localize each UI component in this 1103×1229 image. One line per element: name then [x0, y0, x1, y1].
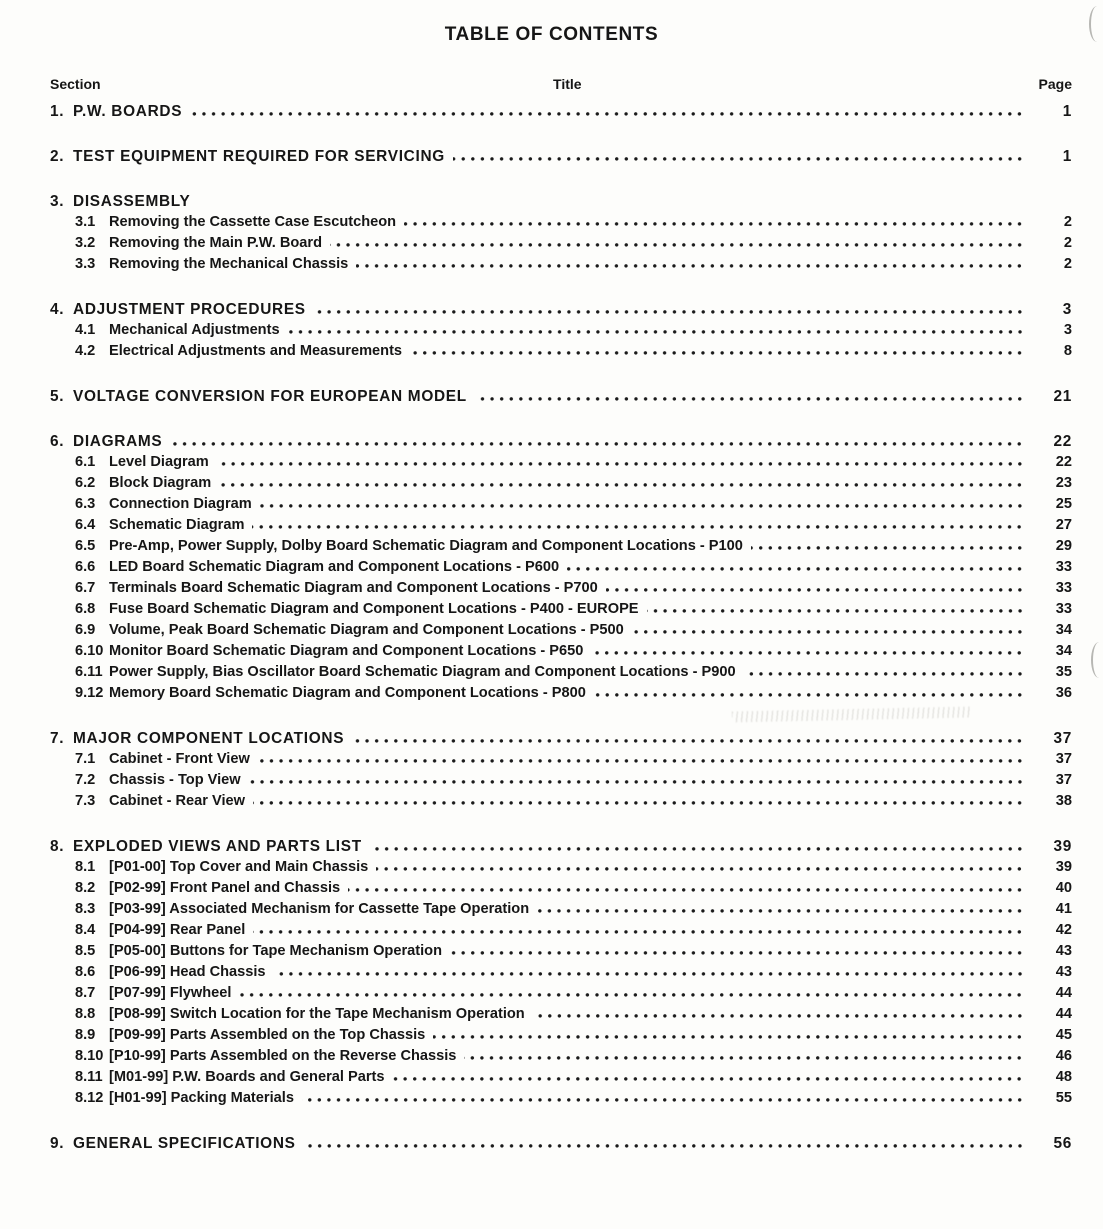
- dot-leader: [533, 1014, 1027, 1018]
- toc-entry-title: [P08-99] Switch Location for the Tape Mechanism Operation: [109, 1006, 525, 1022]
- toc-item-row: [50, 254, 1072, 275]
- toc-section-row: [50, 431, 1072, 452]
- toc-entry-number: 6.7: [75, 580, 96, 596]
- toc-entry-number: 1.: [50, 103, 65, 120]
- toc-entry-page: 22: [1055, 454, 1072, 470]
- toc-entry-title: GENERAL SPECIFICATIONS: [73, 1135, 296, 1152]
- toc-entry-page: 34: [1055, 622, 1072, 638]
- toc-item-row: [50, 899, 1072, 920]
- toc-entry-title: Cabinet - Rear View: [109, 793, 245, 809]
- toc-item-row: [50, 1004, 1072, 1025]
- dot-leader: [376, 867, 1027, 871]
- toc-entry-number: 8.2: [75, 880, 96, 896]
- dot-leader: [410, 351, 1027, 355]
- toc-entry-title: Removing the Mechanical Chassis: [109, 256, 349, 272]
- toc-entry-page: 22: [1053, 433, 1072, 450]
- toc-section-row: [50, 836, 1072, 857]
- toc-entry-title: [P04-99] Rear Panel: [109, 922, 246, 938]
- toc-entry-page: 37: [1053, 730, 1072, 747]
- dot-leader: [302, 1098, 1027, 1102]
- toc-entry-page: 56: [1053, 1135, 1072, 1152]
- toc-section-row: [50, 191, 1072, 212]
- dot-leader: [304, 1144, 1027, 1148]
- toc-entry-number: 6.4: [75, 517, 96, 533]
- toc-entry-title: [P09-99] Parts Assembled on the Top Chassis: [109, 1027, 426, 1043]
- dot-leader: [647, 609, 1027, 613]
- dot-leader: [537, 909, 1027, 913]
- toc-entry-number: 6.11: [75, 664, 103, 680]
- toc-entry-number: 8.10: [75, 1048, 104, 1064]
- toc-item-row: [50, 662, 1072, 683]
- toc-entry-page: 35: [1055, 664, 1072, 680]
- dot-leader: [217, 462, 1027, 466]
- toc-entry-title: Removing the Main P.W. Board: [109, 235, 322, 251]
- toc-entry-page: 37: [1055, 772, 1072, 788]
- toc-entry-number: 7.3: [75, 793, 96, 809]
- dot-leader: [751, 546, 1027, 550]
- toc-entry-number: 8.12: [75, 1090, 104, 1106]
- toc-item-row: [50, 494, 1072, 515]
- toc-entry-title: MAJOR COMPONENT LOCATIONS: [73, 730, 345, 747]
- toc-entry-title: Cabinet - Front View: [109, 751, 250, 767]
- dot-leader: [567, 567, 1027, 571]
- toc-entry-title: Power Supply, Bias Oscillator Board Schematic Diagram and Component Locations - P900: [109, 664, 736, 680]
- toc-entry-title: ADJUSTMENT PROCEDURES: [73, 301, 306, 318]
- toc-section-row: [50, 1133, 1072, 1154]
- toc-entry-number: 7.: [50, 730, 65, 747]
- dot-leader: [744, 672, 1027, 676]
- toc-entry-number: 6.: [50, 433, 65, 450]
- toc-item-row: [50, 641, 1072, 662]
- toc-item-row: [50, 878, 1072, 899]
- toc-entry-title: Level Diagram: [109, 454, 209, 470]
- dot-leader: [392, 1077, 1027, 1081]
- toc-item-row: [50, 578, 1072, 599]
- toc-entry-number: 8.11: [75, 1069, 103, 1085]
- dot-leader: [314, 310, 1027, 314]
- dot-leader: [253, 801, 1027, 805]
- toc-list: [50, 101, 1072, 1154]
- toc-section-row: [50, 101, 1072, 122]
- toc-entry-number: 8.1: [75, 859, 96, 875]
- toc-entry-title: Schematic Diagram: [109, 517, 245, 533]
- dot-leader: [239, 993, 1027, 997]
- toc-group: [50, 146, 1072, 167]
- dot-leader: [632, 630, 1027, 634]
- dot-leader: [594, 693, 1027, 697]
- toc-entry-page: 8: [1063, 343, 1072, 359]
- dot-leader: [370, 847, 1027, 851]
- toc-entry-number: 2.: [50, 148, 65, 165]
- toc-entry-title: Fuse Board Schematic Diagram and Component Locations - P400 - EUROPE: [109, 601, 639, 617]
- toc-entry-page: 33: [1055, 559, 1072, 575]
- toc-entry-title: Pre-Amp, Power Supply, Dolby Board Schematic Diagram and Component Locations - P100: [109, 538, 743, 554]
- dot-leader: [170, 442, 1027, 446]
- toc-section-row: [50, 299, 1072, 320]
- toc-entry-title: [M01-99] P.W. Boards and General Parts: [109, 1069, 385, 1085]
- toc-entry-number: 8.: [50, 838, 65, 855]
- toc-entry-number: 6.2: [75, 475, 96, 491]
- toc-item-row: [50, 941, 1072, 962]
- toc-section-row: [50, 728, 1072, 749]
- toc-group: [50, 101, 1072, 122]
- dot-leader: [464, 1056, 1027, 1060]
- scan-artifact: [1091, 642, 1103, 678]
- toc-entry-page: 46: [1055, 1048, 1072, 1064]
- dot-leader: [190, 112, 1027, 116]
- toc-entry-number: 4.: [50, 301, 65, 318]
- toc-entry-page: 1: [1062, 103, 1072, 120]
- toc-group: [50, 299, 1072, 362]
- toc-entry-number: 6.5: [75, 538, 96, 554]
- toc-entry-number: 8.8: [75, 1006, 96, 1022]
- toc-entry-title: DIAGRAMS: [73, 433, 163, 450]
- toc-header-section: Section: [50, 76, 101, 92]
- toc-entry-page: 1: [1062, 148, 1072, 165]
- toc-entry-page: 33: [1055, 580, 1072, 596]
- toc-entry-page: 34: [1055, 643, 1072, 659]
- dot-leader: [591, 651, 1027, 655]
- toc-entry-number: 8.4: [75, 922, 96, 938]
- toc-entry-page: 29: [1055, 538, 1072, 554]
- toc-entry-page: 37: [1055, 751, 1072, 767]
- toc-entry-number: 6.8: [75, 601, 96, 617]
- toc-entry-title: Monitor Board Schematic Diagram and Component Locations - P650: [109, 643, 584, 659]
- toc-entry-page: 3: [1062, 301, 1072, 318]
- toc-item-row: [50, 452, 1072, 473]
- toc-entry-title: [P07-99] Flywheel: [109, 985, 232, 1001]
- dot-leader: [348, 888, 1027, 892]
- toc-item-row: [50, 233, 1072, 254]
- page-title: TABLE OF CONTENTS: [444, 24, 659, 45]
- dot-leader: [475, 397, 1027, 401]
- toc-entry-page: 3: [1063, 322, 1072, 338]
- dot-leader: [330, 243, 1027, 247]
- toc-entry-page: 44: [1055, 1006, 1072, 1022]
- toc-group: [50, 191, 1072, 275]
- toc-entry-title: [P02-99] Front Panel and Chassis: [109, 880, 341, 896]
- toc-entry-title: [P10-99] Parts Assembled on the Reverse Chassis: [109, 1048, 457, 1064]
- toc-item-row: [50, 791, 1072, 812]
- toc-entry-title: [H01-99] Packing Materials: [109, 1090, 294, 1106]
- dot-leader: [433, 1035, 1027, 1039]
- toc-item-row: [50, 320, 1072, 341]
- toc-item-row: [50, 962, 1072, 983]
- toc-entry-page: 39: [1055, 859, 1072, 875]
- toc-entry-title: Electrical Adjustments and Measurements: [109, 343, 403, 359]
- toc-entry-number: 6.3: [75, 496, 96, 512]
- toc-item-row: [50, 683, 1072, 704]
- toc-entry-number: 8.7: [75, 985, 96, 1001]
- toc-entry-title: LED Board Schematic Diagram and Component Locations - P600: [109, 559, 560, 575]
- toc-item-row: [50, 1046, 1072, 1067]
- toc-group: [50, 1133, 1072, 1154]
- dot-leader: [606, 588, 1027, 592]
- toc-item-row: [50, 473, 1072, 494]
- dot-leader: [450, 951, 1027, 955]
- toc-entry-title: [P06-99] Head Chassis: [109, 964, 266, 980]
- toc-entry-number: 6.6: [75, 559, 96, 575]
- toc-entry-title: P.W. BOARDS: [73, 103, 183, 120]
- toc-entry-number: 6.10: [75, 643, 104, 659]
- toc-entry-number: 4.2: [75, 343, 96, 359]
- toc-entry-number: 5.: [50, 388, 65, 405]
- toc-entry-title: Connection Diagram: [109, 496, 252, 512]
- toc-entry-title: Terminals Board Schematic Diagram and Component Locations - P700: [109, 580, 598, 596]
- toc-entry-number: 8.3: [75, 901, 96, 917]
- toc-entry-page: 39: [1053, 838, 1072, 855]
- toc-entry-number: 9.12: [75, 685, 104, 701]
- toc-entry-title: Removing the Cassette Case Escutcheon: [109, 214, 397, 230]
- toc-entry-number: 7.1: [75, 751, 96, 767]
- toc-entry-page: 36: [1055, 685, 1072, 701]
- toc-item-row: [50, 1067, 1072, 1088]
- toc-entry-page: 25: [1055, 496, 1072, 512]
- toc-entry-number: 8.9: [75, 1027, 96, 1043]
- toc-item-row: [50, 599, 1072, 620]
- dot-leader: [258, 759, 1027, 763]
- dot-leader: [252, 525, 1027, 529]
- toc-entry-title: Volume, Peak Board Schematic Diagram and Component Locations - P500: [109, 622, 624, 638]
- toc-entry-number: 8.6: [75, 964, 96, 980]
- toc-entry-page: 45: [1055, 1027, 1072, 1043]
- toc-entry-page: 33: [1055, 601, 1072, 617]
- toc-entry-title: [P05-00] Buttons for Tape Mechanism Operation: [109, 943, 443, 959]
- toc-item-row: [50, 1088, 1072, 1109]
- toc-entry-page: 38: [1055, 793, 1072, 809]
- dot-leader: [274, 972, 1027, 976]
- toc-entry-page: 2: [1063, 235, 1072, 251]
- toc-item-row: [50, 920, 1072, 941]
- toc-entry-page: 40: [1055, 880, 1072, 896]
- dot-leader: [260, 504, 1027, 508]
- toc-entry-title: TEST EQUIPMENT REQUIRED FOR SERVICING: [73, 148, 445, 165]
- dot-leader: [249, 780, 1027, 784]
- toc-item-row: [50, 983, 1072, 1004]
- toc-item-row: [50, 857, 1072, 878]
- toc-entry-title: Memory Board Schematic Diagram and Component Locations - P800: [109, 685, 586, 701]
- toc-entry-page: 2: [1063, 214, 1072, 230]
- toc-item-row: [50, 341, 1072, 362]
- toc-item-row: [50, 536, 1072, 557]
- dot-leader: [288, 330, 1027, 334]
- toc-entry-page: 2: [1063, 256, 1072, 272]
- toc-section-row: [50, 146, 1072, 167]
- dot-leader: [352, 739, 1027, 743]
- toc-entry-title: VOLTAGE CONVERSION FOR EUROPEAN MODEL: [73, 388, 467, 405]
- toc-entry-page: 42: [1055, 922, 1072, 938]
- toc-item-row: [50, 620, 1072, 641]
- toc-item-row: [50, 515, 1072, 536]
- toc-entry-page: 55: [1055, 1090, 1072, 1106]
- toc-entry-page: 23: [1055, 475, 1072, 491]
- dot-leader: [219, 483, 1027, 487]
- toc-entry-page: 44: [1055, 985, 1072, 1001]
- toc-entry-number: 3.2: [75, 235, 96, 251]
- toc-entry-number: 6.9: [75, 622, 96, 638]
- toc-entry-number: 9.: [50, 1135, 65, 1152]
- toc-entry-title: [P01-00] Top Cover and Main Chassis: [109, 859, 369, 875]
- toc-group: [50, 836, 1072, 1109]
- dot-leader: [356, 264, 1027, 268]
- toc-entry-title: Mechanical Adjustments: [109, 322, 280, 338]
- toc-column-headers: [50, 76, 1072, 92]
- toc-entry-number: 4.1: [75, 322, 96, 338]
- toc-item-row: [50, 770, 1072, 791]
- toc-group: [50, 386, 1072, 407]
- toc-item-row: [50, 1025, 1072, 1046]
- toc-entry-page: 41: [1055, 901, 1072, 917]
- toc-group: [50, 728, 1072, 812]
- toc-entry-title: DISASSEMBLY: [73, 193, 191, 210]
- toc-entry-number: 3.: [50, 193, 65, 210]
- toc-section-row: [50, 386, 1072, 407]
- toc-item-row: [50, 749, 1072, 770]
- toc-entry-page: 48: [1055, 1069, 1072, 1085]
- toc-header-title: Title: [553, 76, 582, 92]
- toc-entry-title: EXPLODED VIEWS AND PARTS LIST: [73, 838, 362, 855]
- toc-entry-number: 3.3: [75, 256, 96, 272]
- toc-entry-number: 8.5: [75, 943, 96, 959]
- toc-entry-page: 27: [1055, 517, 1072, 533]
- toc-group: [50, 431, 1072, 704]
- toc-entry-title: Chassis - Top View: [109, 772, 241, 788]
- toc-item-row: [50, 557, 1072, 578]
- toc-entry-page: 21: [1053, 388, 1072, 405]
- toc-entry-page: 43: [1055, 943, 1072, 959]
- toc-entry-number: 7.2: [75, 772, 96, 788]
- toc-entry-number: 6.1: [75, 454, 96, 470]
- dot-leader: [404, 222, 1027, 226]
- toc-entry-title: Block Diagram: [109, 475, 212, 491]
- toc-entry-number: 3.1: [75, 214, 96, 230]
- dot-leader: [253, 930, 1027, 934]
- toc-entry-page: 43: [1055, 964, 1072, 980]
- toc-entry-title: [P03-99] Associated Mechanism for Cassette Tape Operation: [109, 901, 530, 917]
- toc-item-row: [50, 212, 1072, 233]
- toc-header-page: Page: [1038, 76, 1072, 92]
- dot-leader: [453, 157, 1027, 161]
